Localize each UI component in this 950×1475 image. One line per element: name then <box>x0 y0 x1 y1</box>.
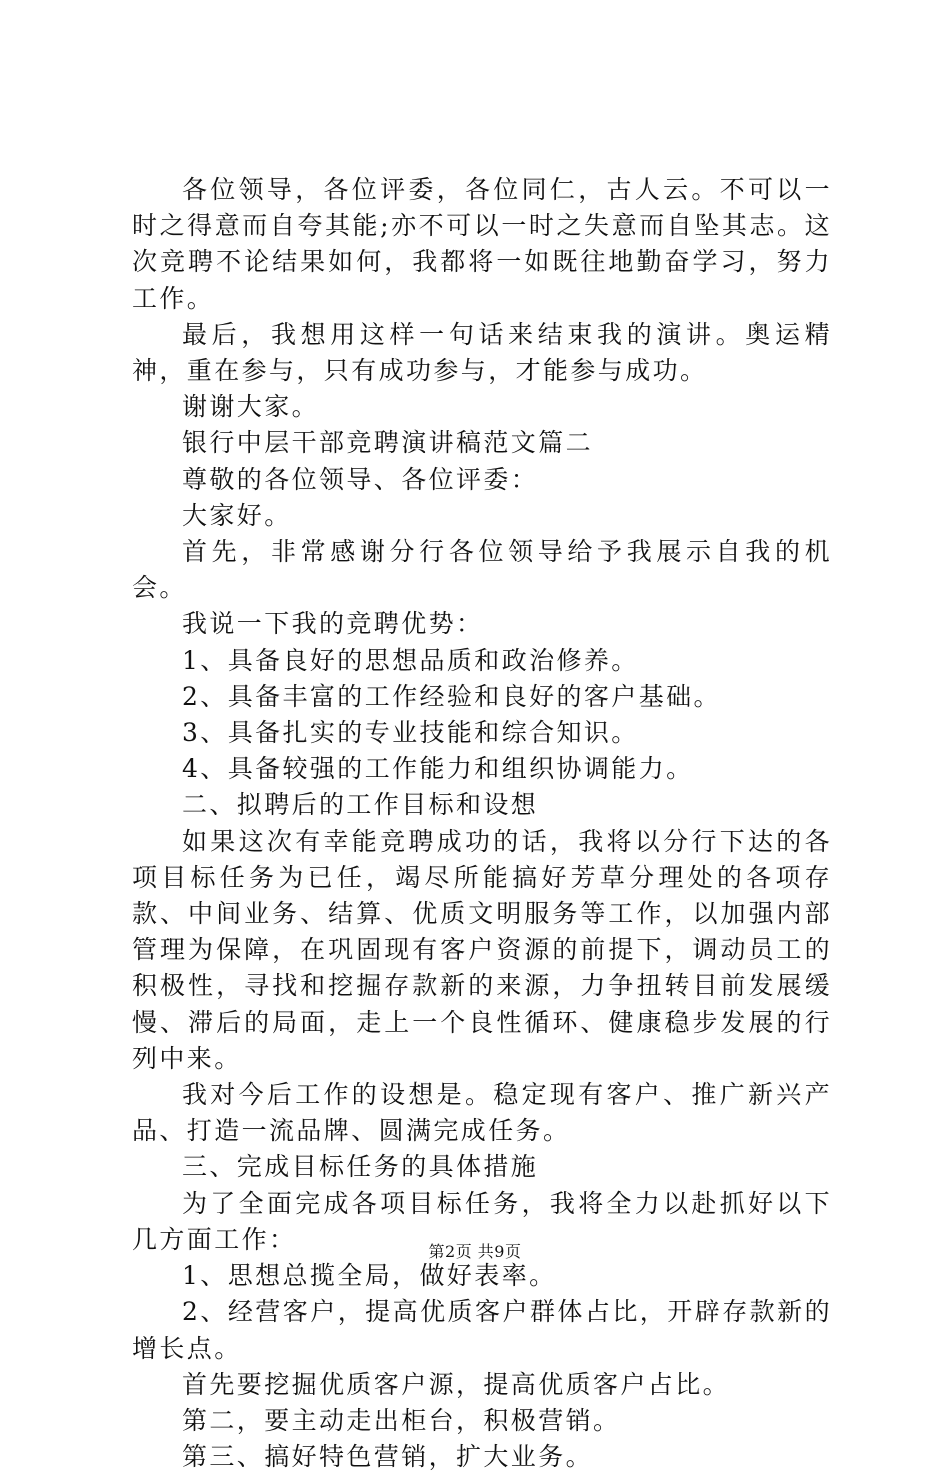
list-item-5: 1、思想总揽全局，做好表率。 <box>182 1261 557 1291</box>
paragraph-2: 最后，我想用这样一句话来结束我的演讲。奥运精神，重在参与，只有成功参与，才能参与成功。 <box>132 319 832 386</box>
salutation: 尊敬的各位领导、各位评委： <box>182 464 539 494</box>
paragraph-7: 首先，非常感谢分行各位领导给予我展示自我的机会。 <box>132 537 832 603</box>
paragraph-3: 谢谢大家。 <box>182 392 320 422</box>
heading-3: 三、完成目标任务的具体措施 <box>182 1152 539 1182</box>
paragraph-17: 为了全面完成各项目标任务，我将全力以赴抓好以下几方面工作： <box>132 1188 832 1254</box>
list-item-6: 2、经营客户，提高优质客户群体占比，开辟存款新的增长点。 <box>132 1297 832 1363</box>
paragraph-20: 首先要挖掘优质客户源，提高优质客户占比。 <box>182 1369 731 1399</box>
list-item-1: 1、具备良好的思想品质和政治修养。 <box>182 645 639 675</box>
paragraph-22: 第三、搞好特色营销，扩大业务。 <box>182 1442 594 1472</box>
list-item-2: 2、具备丰富的工作经验和良好的客户基础。 <box>182 681 721 711</box>
page-number-footer: 第2页 共9页 <box>428 1242 522 1261</box>
greeting: 大家好。 <box>182 500 292 530</box>
list-item-4: 4、具备较强的工作能力和组织协调能力。 <box>182 754 694 784</box>
heading-2: 二、拟聘后的工作目标和设想 <box>182 790 539 820</box>
paragraph-21: 第二，要主动走出柜台，积极营销。 <box>182 1405 621 1435</box>
list-item-3: 3、具备扎实的专业技能和综合知识。 <box>182 718 639 748</box>
paragraph-14: 如果这次有幸能竞聘成功的话，我将以分行下达的各项目标任务为已任，竭尽所能搞好芳草分理处的各项存款、中间业务、结算、优质文明服务等工作，以加强内部管理为保障，在巩固现有客户资源的前提下，调动员工的积极性，寻找和挖掘存款新的来源，力争扭转目前发展缓慢、滞后的局面，走上一个良性循环、健康稳步发展的行列中来。 <box>132 826 832 1073</box>
paragraph-8: 我说一下我的竞聘优势： <box>182 609 484 639</box>
section-title: 银行中层干部竞聘演讲稿范文篇二 <box>182 428 594 458</box>
paragraph-1: 各位领导，各位评委，各位同仁，古人云。不可以一时之得意而自夸其能;亦不可以一时之失意而自坠其志。这次竞聘不论结果如何，我都将一如既往地勤奋学习，努力工作。 <box>132 175 832 313</box>
document-body <box>132 172 832 1475</box>
paragraph-15: 我对今后工作的设想是。稳定现有客户、推广新兴产品、打造一流品牌、圆满完成任务。 <box>132 1080 832 1146</box>
